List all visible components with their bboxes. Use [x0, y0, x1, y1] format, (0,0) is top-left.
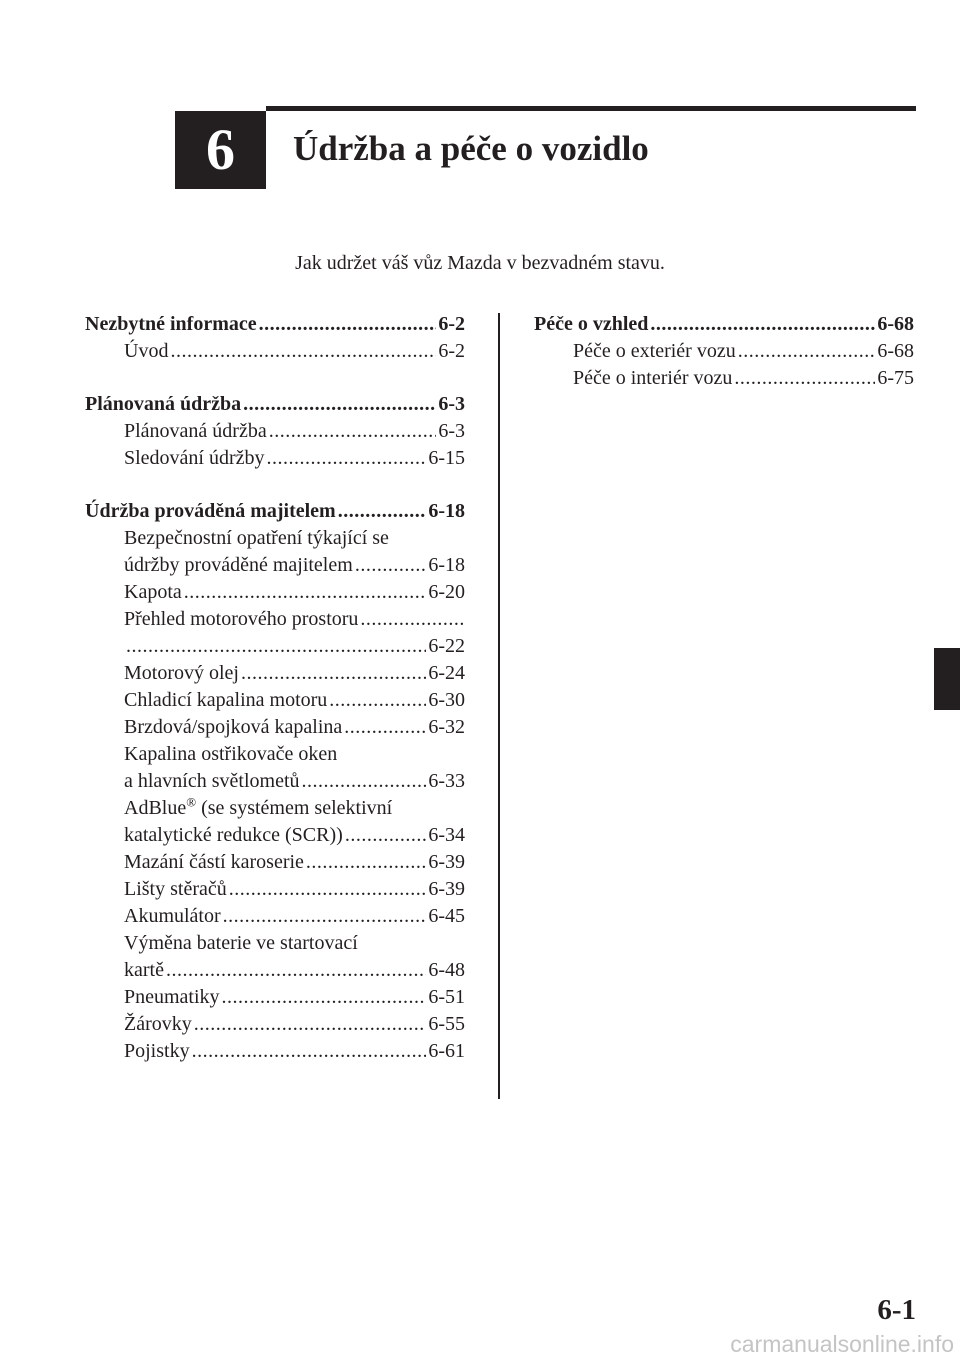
toc-entry-label: údržby prováděné majitelem	[124, 554, 353, 576]
toc-leader-dots	[170, 338, 436, 365]
toc-leader-dots	[222, 984, 427, 1011]
toc-entry-page: 6-32	[428, 716, 465, 738]
toc-entry[interactable]	[85, 741, 465, 768]
toc-section-heading[interactable]	[534, 311, 914, 338]
toc-entry-page: 6-39	[428, 851, 465, 873]
toc-heading-page: 6-18	[428, 500, 465, 522]
toc-entry[interactable]	[85, 930, 465, 957]
toc-entry[interactable]	[85, 849, 465, 876]
toc-entry-page: 6-20	[428, 581, 465, 603]
toc-heading-page: 6-2	[438, 313, 465, 335]
toc-entry[interactable]	[85, 606, 465, 633]
toc-entry[interactable]	[534, 338, 914, 365]
toc-entry[interactable]	[85, 687, 465, 714]
toc-leader-dots	[229, 876, 427, 903]
toc-heading-page: 6-68	[877, 313, 914, 335]
toc-entry-label: Plánovaná údržba	[124, 420, 267, 442]
column-divider	[498, 313, 500, 1099]
toc-entry-page: 6-75	[877, 367, 914, 389]
toc-section-heading[interactable]	[85, 391, 465, 418]
toc-entry-label: Pojistky	[124, 1040, 190, 1062]
toc-heading-label: Péče o vzhled	[534, 313, 649, 335]
toc-section-heading[interactable]	[85, 311, 465, 338]
chapter-title: Údržba a péče o vozidlo	[293, 129, 649, 168]
toc-leader-dots	[338, 498, 427, 525]
toc-entry[interactable]	[534, 365, 914, 392]
toc-leader-dots	[267, 445, 427, 472]
toc-section-heading[interactable]	[85, 498, 465, 525]
toc-section	[85, 391, 465, 472]
toc-leader-dots	[166, 957, 426, 984]
toc-leader-dots	[360, 606, 463, 633]
toc-heading-label: Nezbytné informace	[85, 313, 257, 335]
toc-section	[534, 311, 914, 392]
toc-entry[interactable]	[85, 1038, 465, 1065]
toc-leader-dots	[355, 552, 427, 579]
toc-entry[interactable]	[85, 768, 465, 795]
toc-leader-dots	[329, 687, 426, 714]
toc-leader-dots	[344, 714, 426, 741]
chapter-number-box	[175, 111, 266, 189]
toc-entry[interactable]	[85, 418, 465, 445]
toc-entry-label-rest: (se systémem selektivní	[196, 797, 393, 819]
toc-leader-dots	[194, 1011, 427, 1038]
toc-leader-dots	[734, 365, 875, 392]
toc-leader-dots	[345, 822, 427, 849]
toc-entry[interactable]	[85, 445, 465, 472]
toc-entry-label: Úvod	[124, 340, 169, 362]
chapter-subtitle: Jak udržet váš vůz Mazda v bezvadném stavu.	[295, 252, 665, 274]
toc-entry-page: 6-18	[428, 554, 465, 576]
toc-entry-label: katalytické redukce (SCR))	[124, 824, 343, 846]
toc-entry[interactable]	[85, 525, 465, 552]
toc-entry-page: 6-15	[428, 447, 465, 469]
toc-entry-label: Motorový olej	[124, 662, 239, 684]
toc-entry[interactable]	[85, 903, 465, 930]
toc-entry-page: 6-55	[428, 1013, 465, 1035]
toc-section	[85, 498, 465, 1065]
toc-heading-label: Údržba prováděná majitelem	[85, 500, 336, 522]
toc-entry[interactable]	[85, 633, 465, 660]
toc-entry-label: Lišty stěračů	[124, 878, 227, 900]
toc-entry-label: Mazání částí karoserie	[124, 851, 304, 873]
chapter-number: 6	[206, 117, 235, 182]
toc-entry[interactable]	[85, 714, 465, 741]
toc-entry-page: 6-3	[438, 420, 465, 442]
toc-leader-dots	[738, 338, 876, 365]
toc-entry-label: Bezpečnostní opatření týkající se	[124, 527, 389, 549]
toc-leader-dots	[184, 579, 427, 606]
watermark: carmanualsonline.info	[730, 1331, 954, 1357]
toc-entry-page: 6-24	[428, 662, 465, 684]
toc-entry-label: Akumulátor	[124, 905, 221, 927]
toc-leader-dots	[650, 311, 875, 338]
toc-entry-page: 6-2	[438, 340, 465, 362]
toc-entry[interactable]	[85, 957, 465, 984]
toc-entry-label: Péče o exteriér vozu	[573, 340, 736, 362]
toc-entry[interactable]	[85, 338, 465, 365]
toc-entry-label: Výměna baterie ve startovací	[124, 932, 358, 954]
toc-entry-page: 6-61	[428, 1040, 465, 1062]
chapter-header-rule	[266, 106, 916, 111]
toc-entry[interactable]	[85, 984, 465, 1011]
toc-entry-page: 6-39	[428, 878, 465, 900]
toc-entry-label-main: AdBlue	[124, 797, 187, 819]
toc-entry-label: Sledování údržby	[124, 447, 265, 469]
toc-entry[interactable]	[85, 1011, 465, 1038]
toc-entry-label: Kapota	[124, 581, 182, 603]
toc-entry[interactable]	[85, 579, 465, 606]
toc-heading-label: Plánovaná údržba	[85, 393, 242, 415]
toc-entry[interactable]	[85, 795, 465, 822]
toc-left-column	[85, 311, 465, 1091]
toc-entry-page: 6-22	[428, 635, 465, 657]
toc-heading-page: 6-3	[438, 393, 465, 415]
toc-entry-label: kartě	[124, 959, 164, 981]
toc-entry-label: Kapalina ostřikovače oken	[124, 743, 338, 765]
toc-entry[interactable]	[85, 552, 465, 579]
toc-entry-page: 6-68	[877, 340, 914, 362]
chapter-thumb-tab	[934, 648, 960, 710]
toc-right-column	[534, 311, 914, 418]
toc-entry[interactable]	[85, 822, 465, 849]
toc-leader-dots	[223, 903, 427, 930]
toc-leader-dots	[306, 849, 426, 876]
toc-entry-page: 6-30	[428, 689, 465, 711]
toc-leader-dots	[259, 311, 437, 338]
toc-entry-label: a hlavních světlometů	[124, 770, 300, 792]
toc-leader-dots	[302, 768, 427, 795]
toc-leader-dots	[241, 660, 426, 687]
page-number: 6-1	[877, 1294, 916, 1326]
toc-section	[85, 311, 465, 365]
toc-leader-dots	[243, 391, 436, 418]
toc-entry-page: 6-51	[428, 986, 465, 1008]
toc-entry-label: Péče o interiér vozu	[573, 367, 733, 389]
toc-entry-page: 6-34	[428, 824, 465, 846]
toc-entry[interactable]	[85, 660, 465, 687]
toc-entry-label: Pneumatiky	[124, 986, 220, 1008]
registered-mark: ®	[186, 794, 197, 810]
toc-entry-label: Brzdová/spojková kapalina	[124, 716, 343, 738]
toc-entry[interactable]	[85, 876, 465, 903]
toc-entry-label: Přehled motorového prostoru	[124, 608, 359, 630]
toc-entry-label	[124, 795, 392, 822]
toc-entry-page: 6-45	[428, 905, 465, 927]
toc-leader-dots	[269, 418, 437, 445]
toc-entry-page: 6-33	[428, 770, 465, 792]
toc-leader-dots	[192, 1038, 427, 1065]
toc-leader-dots	[126, 633, 426, 660]
toc-entry-label: Žárovky	[124, 1013, 192, 1035]
toc-entry-page: 6-48	[428, 959, 465, 981]
toc-entry-label: Chladicí kapalina motoru	[124, 689, 328, 711]
